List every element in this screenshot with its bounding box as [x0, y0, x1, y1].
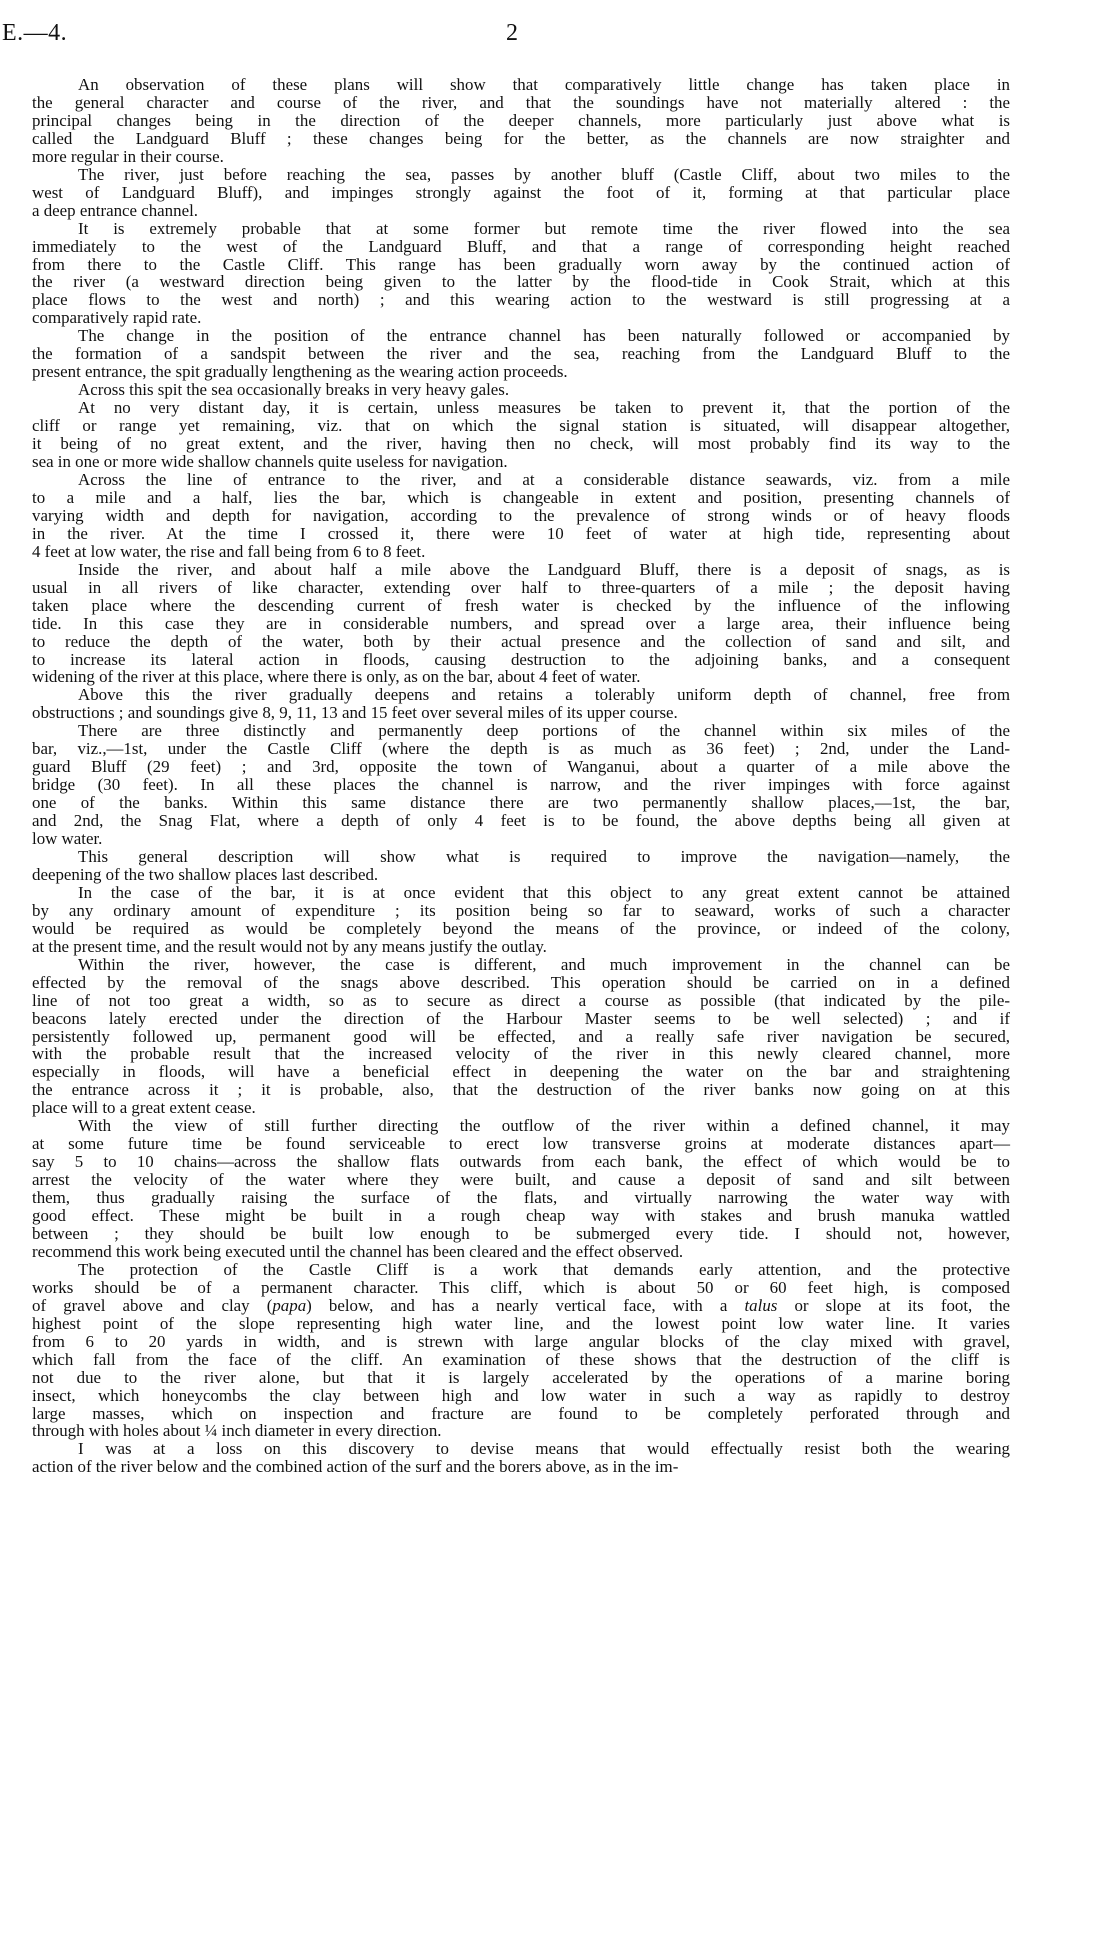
paragraph [32, 327, 1010, 381]
text-line: At no very distant day, it is certain, unless measures be taken to prevent it, that the portion of the [78, 398, 1010, 418]
text-line: widening of the river at this place, where there is only, as on the bar, about 4 feet of water. [32, 667, 641, 687]
text-line: persistently followed up, permanent good will be effected, and a really safe river navigation be secured, [32, 1026, 1010, 1046]
text-line: I was at a loss on this discovery to devise means that would effectually resist both the wearing [78, 1439, 1010, 1459]
paragraph [32, 1440, 1010, 1476]
text-line: The change in the position of the entrance channel has been naturally followed or accompanied by [78, 326, 1010, 346]
paragraph [32, 1261, 1010, 1441]
text-line: say 5 to 10 chains—across the shallow flats outwards from each bank, the effect of which would be to [32, 1152, 1010, 1172]
paragraph [32, 686, 1010, 722]
paragraph [32, 1117, 1010, 1261]
text-line: low water. [32, 829, 103, 849]
document-body [32, 76, 1010, 1476]
text-line: more regular in their course. [32, 146, 224, 166]
text-line: by any ordinary amount of expenditure ; its position being so far to seaward, works of such a character [32, 900, 1010, 920]
text-line: not due to the river alone, but that it is largely accelerated by the operations of a marine boring [32, 1367, 1010, 1387]
text-line: especially in floods, will have a beneficial effect in deepening the water on the bar and straightening [32, 1062, 1010, 1082]
text-line: With the view of still further directing the outflow of the river within a defined channel, it may [78, 1116, 1010, 1136]
text-line: present entrance, the spit gradually lengthening as the wearing action proceeds. [32, 362, 568, 382]
text-line: from 6 to 20 yards in width, and is strewn with large angular blocks of the clay mixed with gravel, [32, 1331, 1010, 1351]
text-line: large masses, which on inspection and fracture are found to be completely perforated through and [32, 1403, 1010, 1423]
text-line: to reduce the depth of the water, both by their actual presence and the collection of sand and silt, and [32, 631, 1010, 651]
text-line: obstructions ; and soundings give 8, 9, 11, 13 and 15 feet over several miles of its upper course. [32, 703, 678, 723]
text-line: recommend this work being executed until the channel has been cleared and the effect observed. [32, 1241, 684, 1261]
text-line: through with holes about ¼ inch diameter in every direction. [32, 1421, 442, 1441]
text-line: action of the river below and the combined action of the surf and the borers above, as in the im- [32, 1457, 679, 1477]
text-line: west of Landguard Bluff), and impinges strongly against the foot of it, forming at that particular place [32, 182, 1010, 202]
text-line: In the case of the bar, it is at once evident that this object to any great extent cannot be attained [78, 882, 1010, 902]
text-line: usual in all rivers of like character, extending over half to three-quarters of a mile ; the deposit having [32, 577, 1010, 597]
text-line: Within the river, however, the case is different, and much improvement in the channel can be [78, 954, 1010, 974]
text-line: the river (a westward direction being given to the latter by the flood-tide in Cook Strait, which at this [32, 272, 1010, 292]
paragraph [32, 220, 1010, 328]
text-line: It is extremely probable that at some former but remote time the river flowed into the sea [78, 218, 1010, 238]
text-line: arrest the velocity of the water where they were built, and cause a deposit of sand and silt between [32, 1170, 1010, 1190]
text-line: tide. In this case they are in considerable numbers, and spread over a large area, their influence being [32, 613, 1010, 633]
paragraph [32, 848, 1010, 884]
text-line: the general character and course of the river, and that the soundings have not materially altered : the [32, 92, 1010, 112]
text-line: works should be of a permanent character. This cliff, which is about 50 or 60 feet high, is composed [32, 1277, 1010, 1297]
text-line: cliff or range yet remaining, viz. that on which the signal station is situated, will disappear altogether, [32, 416, 1010, 436]
text-line: would be required as would be completely beyond the means of the province, or indeed of the colony, [32, 918, 1010, 938]
text-line: deepening of the two shallow places last described. [32, 864, 379, 884]
text-line: immediately to the west of the Landguard Bluff, and that a range of corresponding height reached [32, 236, 1010, 256]
paragraph [32, 884, 1010, 956]
text-line: Across the line of entrance to the river, and at a considerable distance seawards, viz. from a mile [78, 469, 1010, 489]
paragraph [32, 399, 1010, 471]
text-line: sea in one or more wide shallow channels quite useless for navigation. [32, 452, 508, 472]
text-line: Across this spit the sea occasionally breaks in very heavy gales. [78, 380, 510, 400]
text-line: The protection of the Castle Cliff is a work that demands early attention, and the protective [78, 1259, 1010, 1279]
text-line: varying width and depth for navigation, according to the prevalence of strong winds or of heavy floods [32, 505, 1010, 525]
text-line: to a mile and a half, lies the bar, which is changeable in extent and position, presenting channels of [32, 487, 1010, 507]
text-line: which fall from the face of the cliff. An examination of these shows that the destruction of the cliff is [32, 1349, 1010, 1369]
text-line: bar, viz.,—1st, under the Castle Cliff (where the depth is as much as 36 feet) ; 2nd, under the Land- [32, 739, 1010, 759]
text-line: a deep entrance channel. [32, 200, 198, 220]
text-line: This general description will show what is required to improve the navigation—namely, the [78, 846, 1010, 866]
text-line: to increase its lateral action in floods, causing destruction to the adjoining banks, and a consequent [32, 649, 1010, 669]
text-line: at some future time be found serviceable to erect low transverse groins at moderate distances apart— [32, 1134, 1010, 1154]
text-line: place will to a great extent cease. [32, 1098, 256, 1118]
text-line: with the probable result that the increased velocity of the river in this newly cleared channel, more [32, 1044, 1010, 1064]
text-line: the formation of a sandspit between the river and the sea, reaching from the Landguard Bluff to the [32, 344, 1010, 364]
text-line: good effect. These might be built in a rough cheap way with stakes and brush manuka wattled [32, 1206, 1010, 1226]
text-line: bridge (30 feet). In all these places the channel is narrow, and the river impinges with force against [32, 775, 1010, 795]
paragraph [32, 471, 1010, 561]
text-line: one of the banks. Within this same distance there are two permanently shallow places,—1st, the bar, [32, 793, 1010, 813]
text-line: Above this the river gradually deepens and retains a tolerably uniform depth of channel, free from [78, 685, 1010, 705]
text-line: The river, just before reaching the sea, passes by another bluff (Castle Cliff, about two miles to the [78, 164, 1010, 184]
paragraph [32, 722, 1010, 848]
text-line: in the river. At the time I crossed it, there were 10 feet of water at high tide, representing about [32, 523, 1010, 543]
paragraph [32, 76, 1010, 166]
text-line: line of not too great a width, so as to secure as direct a course as possible (that indicated by the pile- [32, 990, 1010, 1010]
paragraph [32, 166, 1010, 220]
paragraph [32, 956, 1010, 1118]
text-line: effected by the removal of the snags above described. This operation should be carried on in a defined [32, 972, 1010, 992]
text-line: the entrance across it ; it is probable, also, that the destruction of the river banks now going on at this [32, 1080, 1010, 1100]
text-line: highest point of the slope representing high water line, and the lowest point low water line. It varies [32, 1313, 1010, 1333]
text-line: taken place where the descending current of fresh water is checked by the influence of the inflowing [32, 595, 1010, 615]
text-line: between ; they should be built low enough to be submerged every tide. I should not, however, [32, 1224, 1010, 1243]
paragraph [32, 561, 1010, 687]
text-line: insect, which honeycombs the clay between high and low water in such a way as rapidly to destroy [32, 1385, 1010, 1405]
text-line: place flows to the west and north) ; and this wearing action to the westward is still progressing at a [32, 290, 1010, 310]
text-line: it being of no great extent, and the river, having then no check, will most probably find its way to the [32, 434, 1010, 454]
text-line: at the present time, and the result would not by any means justify the outlay. [32, 936, 547, 956]
document-reference: E.—4. [2, 20, 68, 46]
text-line: An observation of these plans will show that comparatively little change has taken place in [78, 75, 1010, 94]
text-line: comparatively rapid rate. [32, 308, 202, 328]
paragraph [32, 381, 1010, 399]
text-line: from there to the Castle Cliff. This range has been gradually worn away by the continued action of [32, 254, 1010, 274]
text-line: and 2nd, the Snag Flat, where a depth of only 4 feet is to be found, the above depths being all given at [32, 811, 1010, 831]
text-line: of gravel above and clay (papa) below, and has a nearly vertical face, with a talus or slope at its foot, the [32, 1295, 1011, 1315]
text-line: There are three distinctly and permanently deep portions of the channel within six miles of the [78, 721, 1010, 741]
text-line: Inside the river, and about half a mile above the Landguard Bluff, there is a deposit of snags, as is [78, 559, 1010, 579]
text-line: called the Landguard Bluff ; these changes being for the better, as the channels are now straighter and [32, 128, 1010, 148]
text-line: guard Bluff (29 feet) ; and 3rd, opposite the town of Wanganui, about a quarter of a mile above the [32, 757, 1010, 777]
page-number: 2 [506, 20, 518, 46]
text-line: them, thus gradually raising the surface of the flats, and virtually narrowing the water way with [32, 1188, 1010, 1208]
text-line: principal changes being in the direction of the deeper channels, more particularly just above what is [32, 110, 1010, 130]
text-line: beacons lately erected under the direction of the Harbour Master seems to be well selected) ; and if [32, 1008, 1010, 1028]
text-line: 4 feet at low water, the rise and fall being from 6 to 8 feet. [32, 541, 426, 561]
